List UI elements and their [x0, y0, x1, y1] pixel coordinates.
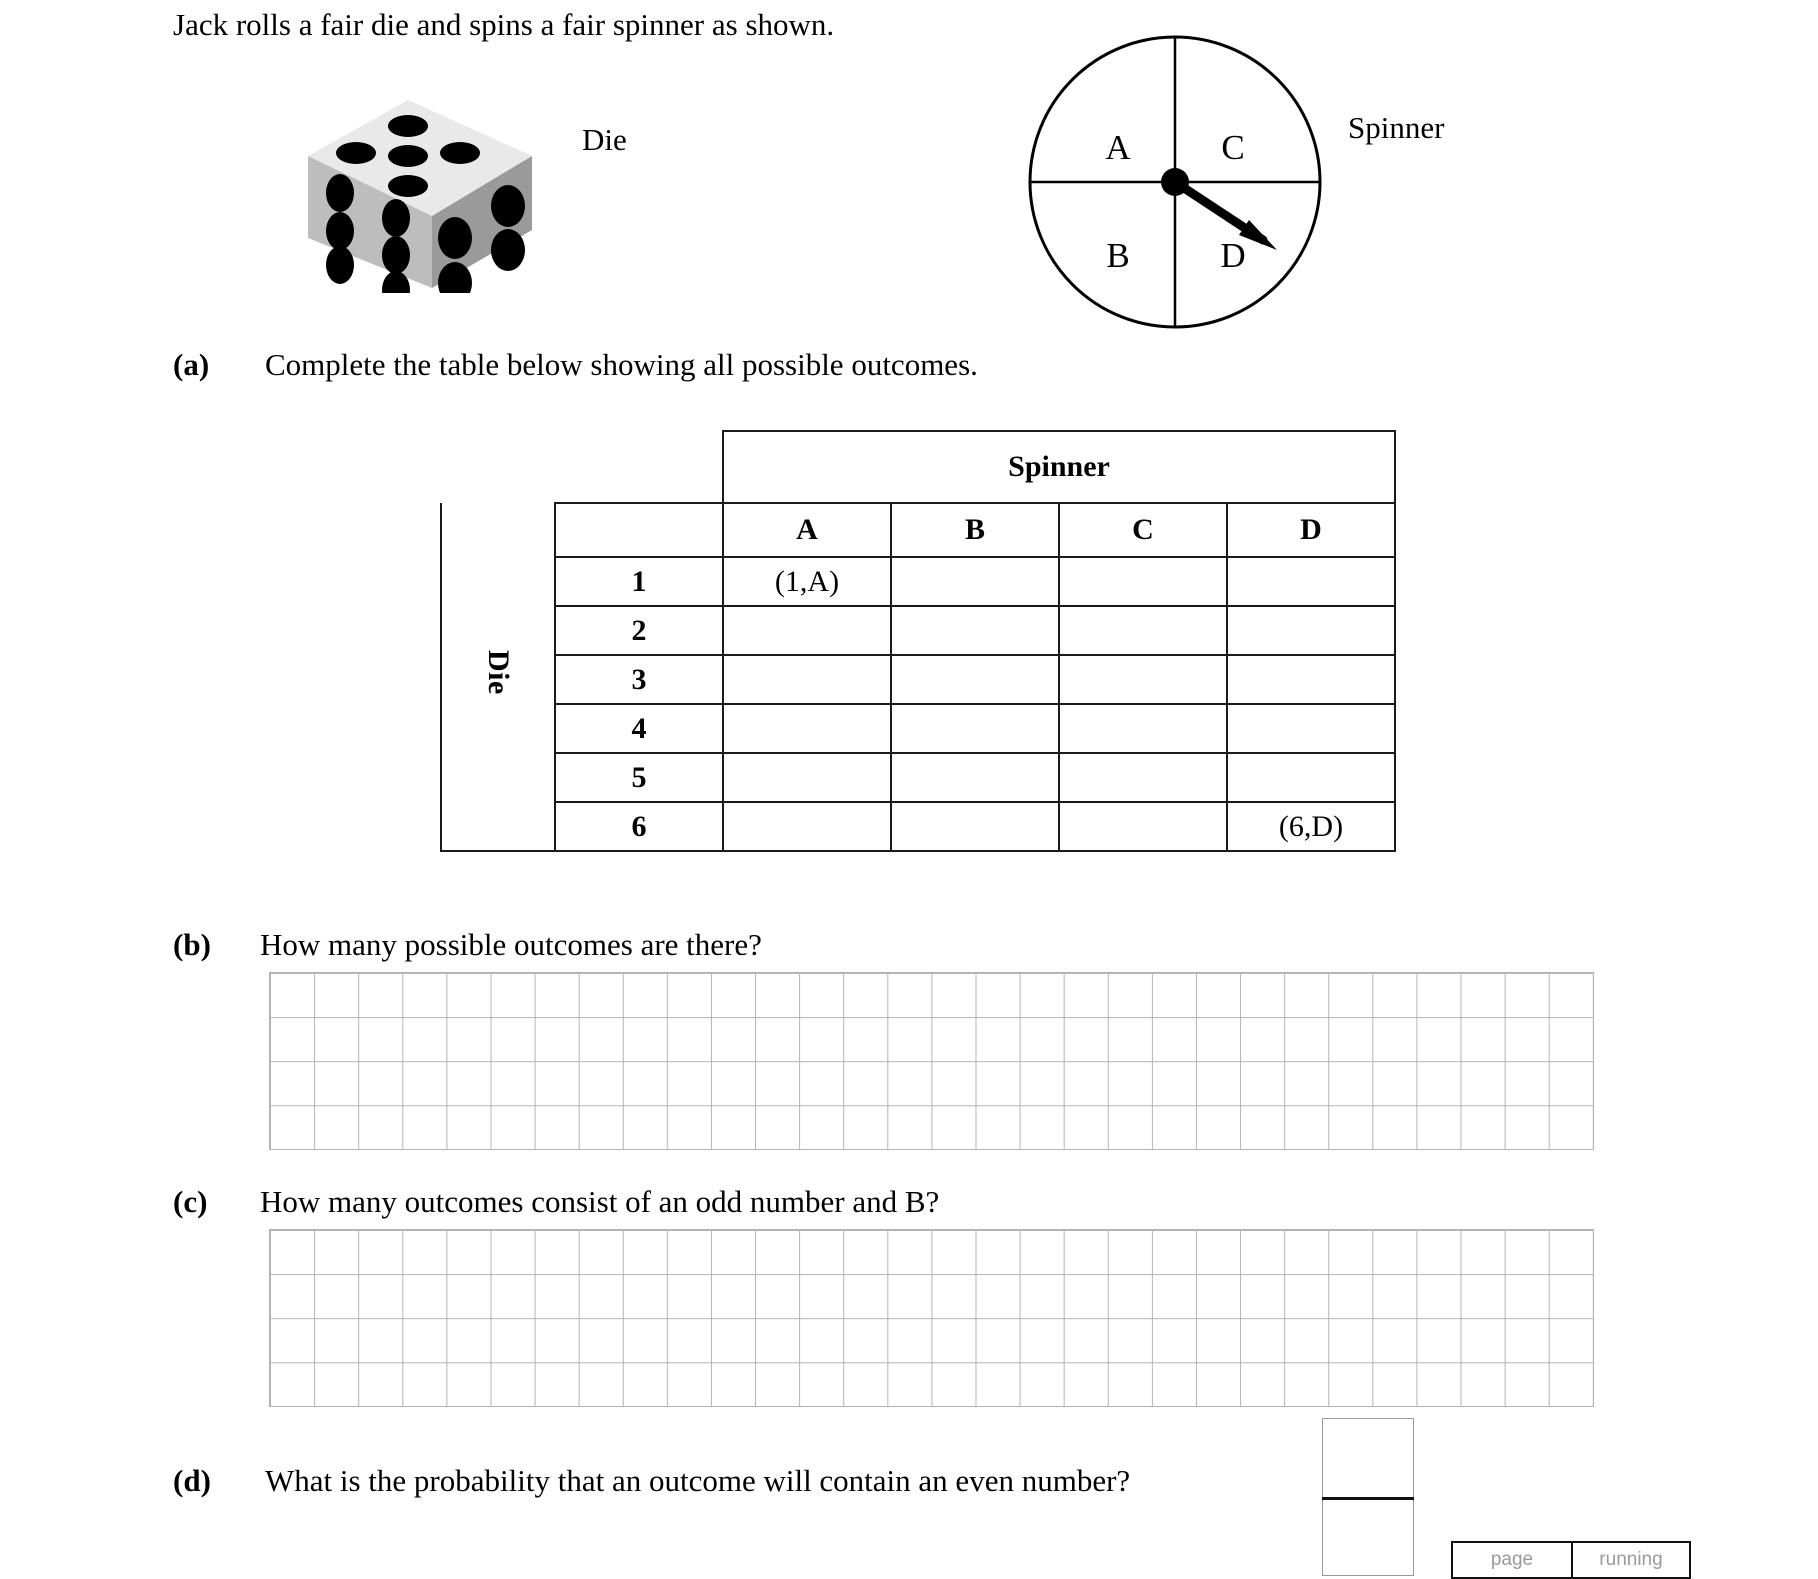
table-row-column-headers: [441, 503, 1395, 557]
column-header-d: D: [1227, 503, 1395, 557]
answer-grid-c[interactable]: [269, 1229, 1594, 1407]
table-row: [441, 655, 1395, 704]
table-spacer-cell: [441, 431, 555, 503]
question-b-letter: (b): [173, 927, 211, 962]
outcome-cell-6-d[interactable]: (6,D): [1227, 802, 1395, 851]
question-a-text: Complete the table below showing all possible outcomes.: [265, 347, 978, 382]
outcome-cell-4-c[interactable]: [1059, 704, 1227, 753]
svg-text:C: C: [1221, 128, 1245, 167]
outcome-cell-1-d[interactable]: [1227, 557, 1395, 606]
row-header-3: 3: [555, 655, 723, 704]
outcome-cell-6-c[interactable]: [1059, 802, 1227, 851]
question-a-letter: (a): [173, 347, 210, 382]
outcome-cell-4-a[interactable]: [723, 704, 891, 753]
die-axis-label: Die: [482, 650, 515, 695]
outcome-cell-5-d[interactable]: [1227, 753, 1395, 802]
outcome-cell-5-b[interactable]: [891, 753, 1059, 802]
outcome-cell-2-d[interactable]: [1227, 606, 1395, 655]
answer-grid-b[interactable]: [269, 972, 1594, 1150]
fraction-divider-line: [1322, 1497, 1414, 1500]
outcome-cell-1-b[interactable]: [891, 557, 1059, 606]
table-row: [441, 557, 1395, 606]
outcome-cell-6-a[interactable]: [723, 802, 891, 851]
question-c-text: How many outcomes consist of an odd number and B?: [260, 1184, 940, 1219]
outcome-cell-5-a[interactable]: [723, 753, 891, 802]
die-axis-cell: [441, 503, 555, 851]
spinner-wheel-icon: [1025, 32, 1325, 332]
footer-status-box: [1451, 1541, 1691, 1579]
footer-page-label[interactable]: page: [1490, 1549, 1534, 1570]
outcome-cell-2-b[interactable]: [891, 606, 1059, 655]
outcome-cell-4-b[interactable]: [891, 704, 1059, 753]
row-header-6: 6: [555, 802, 723, 851]
spinner-figure-label: Spinner: [1348, 110, 1445, 145]
question-d-text: What is the probability that an outcome will contain an even number?: [265, 1463, 1131, 1498]
outcome-cell-1-a[interactable]: (1,A): [723, 557, 891, 606]
row-header-4: 4: [555, 704, 723, 753]
outcome-cell-4-d[interactable]: [1227, 704, 1395, 753]
svg-text:A: A: [1105, 128, 1131, 167]
outcome-cell-1-c[interactable]: [1059, 557, 1227, 606]
row-header-1: 1: [555, 557, 723, 606]
intro-sentence: Jack rolls a fair die and spins a fair spinner as shown.: [173, 7, 835, 42]
table-row: [441, 802, 1395, 851]
svg-text:B: B: [1106, 236, 1130, 275]
row-header-2: 2: [555, 606, 723, 655]
question-b-text: How many possible outcomes are there?: [260, 927, 762, 962]
question-d-letter: (d): [173, 1463, 211, 1498]
outcome-cell-5-c[interactable]: [1059, 753, 1227, 802]
row-header-corner-cell: [555, 503, 723, 557]
row-header-5: 5: [555, 753, 723, 802]
footer-running-label[interactable]: running: [1571, 1543, 1689, 1577]
die-3d-icon: [300, 98, 540, 293]
table-row: [441, 704, 1395, 753]
column-header-a: A: [723, 503, 891, 557]
table-row: [441, 753, 1395, 802]
outcome-cell-3-a[interactable]: [723, 655, 891, 704]
outcome-cell-3-c[interactable]: [1059, 655, 1227, 704]
column-header-c: C: [1059, 503, 1227, 557]
question-c-letter: (c): [173, 1184, 208, 1219]
outcomes-table: [440, 430, 1396, 852]
outcome-cell-3-d[interactable]: [1227, 655, 1395, 704]
outcome-cell-3-b[interactable]: [891, 655, 1059, 704]
table-row-spinner-banner: [441, 431, 1395, 503]
spinner-header-cell: Spinner: [723, 431, 1395, 503]
table-row: [441, 606, 1395, 655]
table-spacer-cell: [555, 431, 723, 503]
svg-text:D: D: [1220, 236, 1246, 275]
die-figure-label: Die: [582, 122, 627, 157]
outcome-cell-2-a[interactable]: [723, 606, 891, 655]
column-header-b: B: [891, 503, 1059, 557]
outcome-cell-6-b[interactable]: [891, 802, 1059, 851]
outcome-cell-2-c[interactable]: [1059, 606, 1227, 655]
